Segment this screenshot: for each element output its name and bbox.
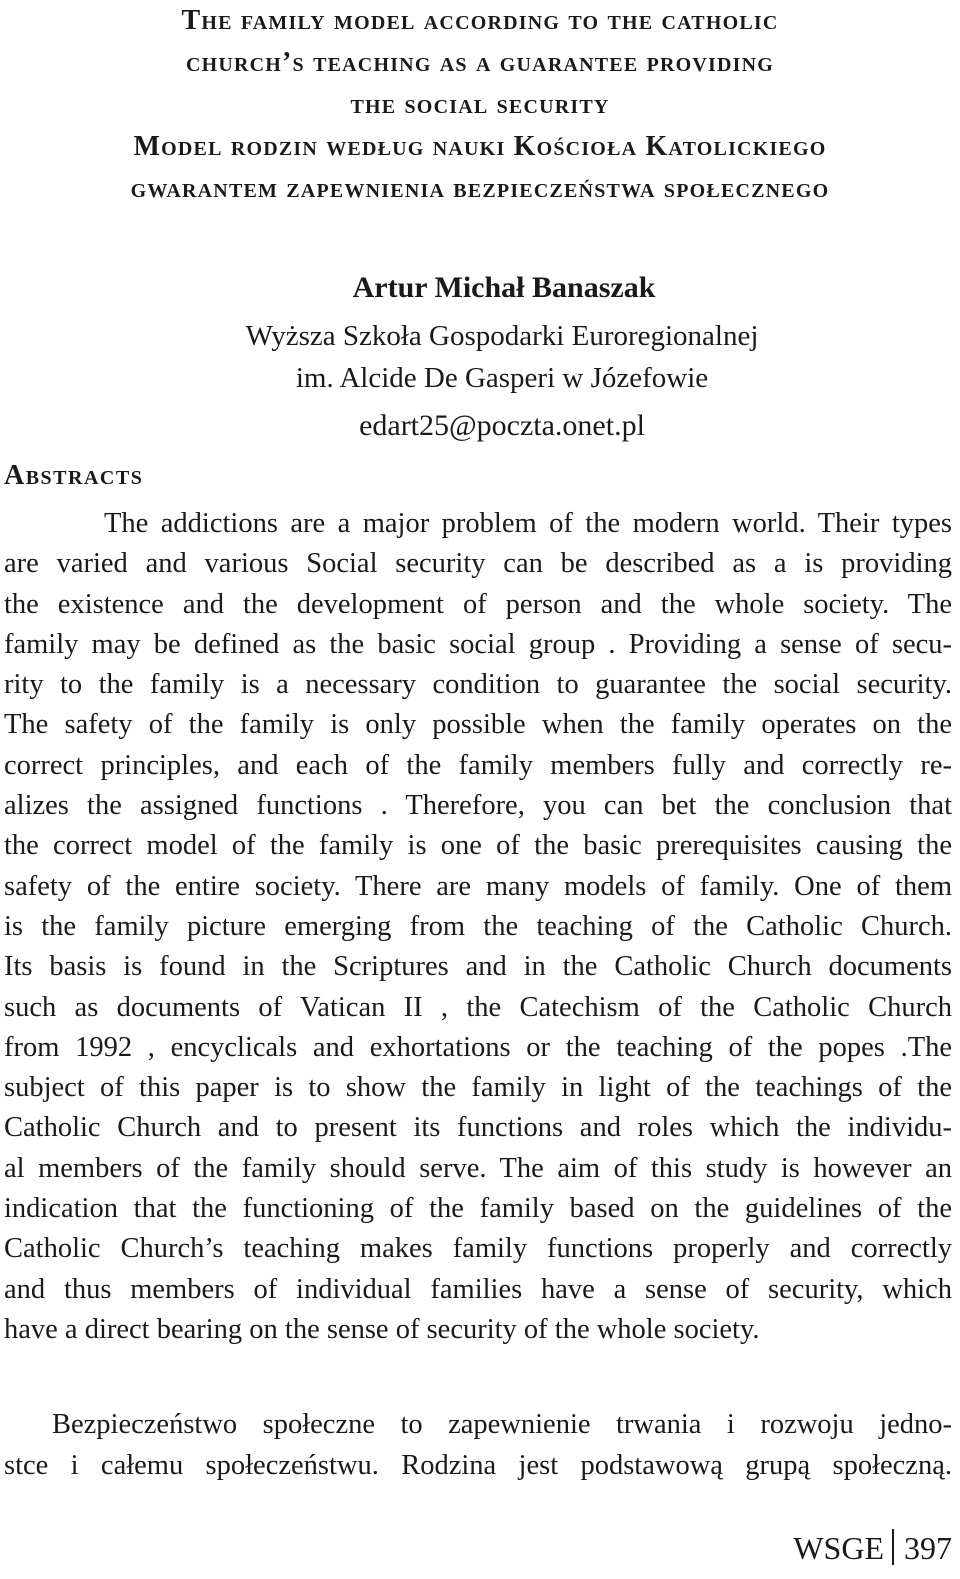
abstract-line: such as documents of Vatican II , the Catechism of the Catholic Church: [4, 991, 952, 1023]
footer-separator: [892, 1529, 894, 1565]
polish-title-line-1: Model rodzin według nauki Kościoła Katolickiego: [133, 131, 827, 162]
abstract-line: correct principles, and each of the family members fully and correctly re-: [4, 749, 952, 781]
english-title-line-2: church’s teaching as a guarantee providing: [185, 47, 775, 78]
abstract-line: safety of the entire society. There are many models of family. One of them: [4, 870, 952, 902]
abstract-line: rity to the family is a necessary condition to guarantee the social security.: [4, 669, 952, 701]
abstract-line: Its basis is found in the Scriptures and in the Catholic Church documents: [4, 951, 952, 983]
abstract-line: is the family picture emerging from the teaching of the Catholic Church.: [4, 910, 952, 942]
page-number: 397: [904, 1530, 952, 1566]
abstract-line: subject of this paper is to show the family in light of the teachings of the: [4, 1072, 952, 1104]
polish-paragraph-line: stce i całemu społeczeństwu. Rodzina jest podstawową grupą społeczną.: [4, 1450, 952, 1481]
abstract-heading: Abstracts: [4, 460, 144, 491]
polish-paragraph: [4, 1404, 952, 1486]
page-footer: [793, 1526, 952, 1570]
abstract-body: [4, 504, 952, 1350]
abstract-line: alizes the assigned functions . Therefore, you can bet the conclusion that: [4, 790, 952, 822]
journal-name: WSGE: [793, 1530, 884, 1566]
affiliation-line-1: Wyższa Szkoła Gospodarki Euroregionalnej: [245, 320, 759, 352]
abstract-line: from 1992 , encyclicals and exhortations or the teaching of the popes .The: [4, 1031, 952, 1063]
abstract-line: The addictions are a major problem of the modern world. Their types: [104, 508, 952, 539]
polish-paragraph-line: Bezpieczeństwo społeczne to zapewnienie trwania i rozwoju jedno-: [52, 1409, 952, 1440]
abstract-line: and thus members of individual families have a sense of security, which: [4, 1273, 952, 1305]
abstract-line: indication that the functioning of the family based on the guidelines of the: [4, 1193, 952, 1225]
abstract-line: the existence and the development of person and the whole society. The: [4, 588, 952, 620]
abstract-line: have a direct bearing on the sense of security of the whole society.: [4, 1313, 760, 1345]
abstract-line: the correct model of the family is one of the basic prerequisites causing the: [4, 830, 952, 862]
english-title-line-3: the social security: [350, 89, 610, 120]
abstract-line: are varied and various Social security can be described as a is providing: [4, 548, 952, 580]
abstract-line: The safety of the family is only possible when the family operates on the: [4, 709, 952, 741]
abstract-line: Catholic Church and to present its functions and roles which the individu-: [4, 1112, 952, 1144]
affiliation-line-2: im. Alcide De Gasperi w Józefowie: [295, 362, 709, 394]
abstract-line: family may be defined as the basic social group . Providing a sense of secu-: [4, 628, 952, 660]
polish-title-line-2: gwarantem zapewnienia bezpieczeństwa społecznego: [130, 173, 830, 204]
abstract-line: al members of the family should serve. The aim of this study is however an: [4, 1152, 952, 1184]
polish-title: [0, 126, 960, 210]
author-name: Artur Michał Banaszak: [352, 271, 656, 304]
english-title: [0, 0, 960, 126]
abstract-line: Catholic Church’s teaching makes family functions properly and correctly: [4, 1233, 952, 1265]
author-email[interactable]: edart25@poczta.onet.pl: [359, 409, 645, 442]
english-title-line-1: The family model according to the catholic: [181, 5, 779, 36]
